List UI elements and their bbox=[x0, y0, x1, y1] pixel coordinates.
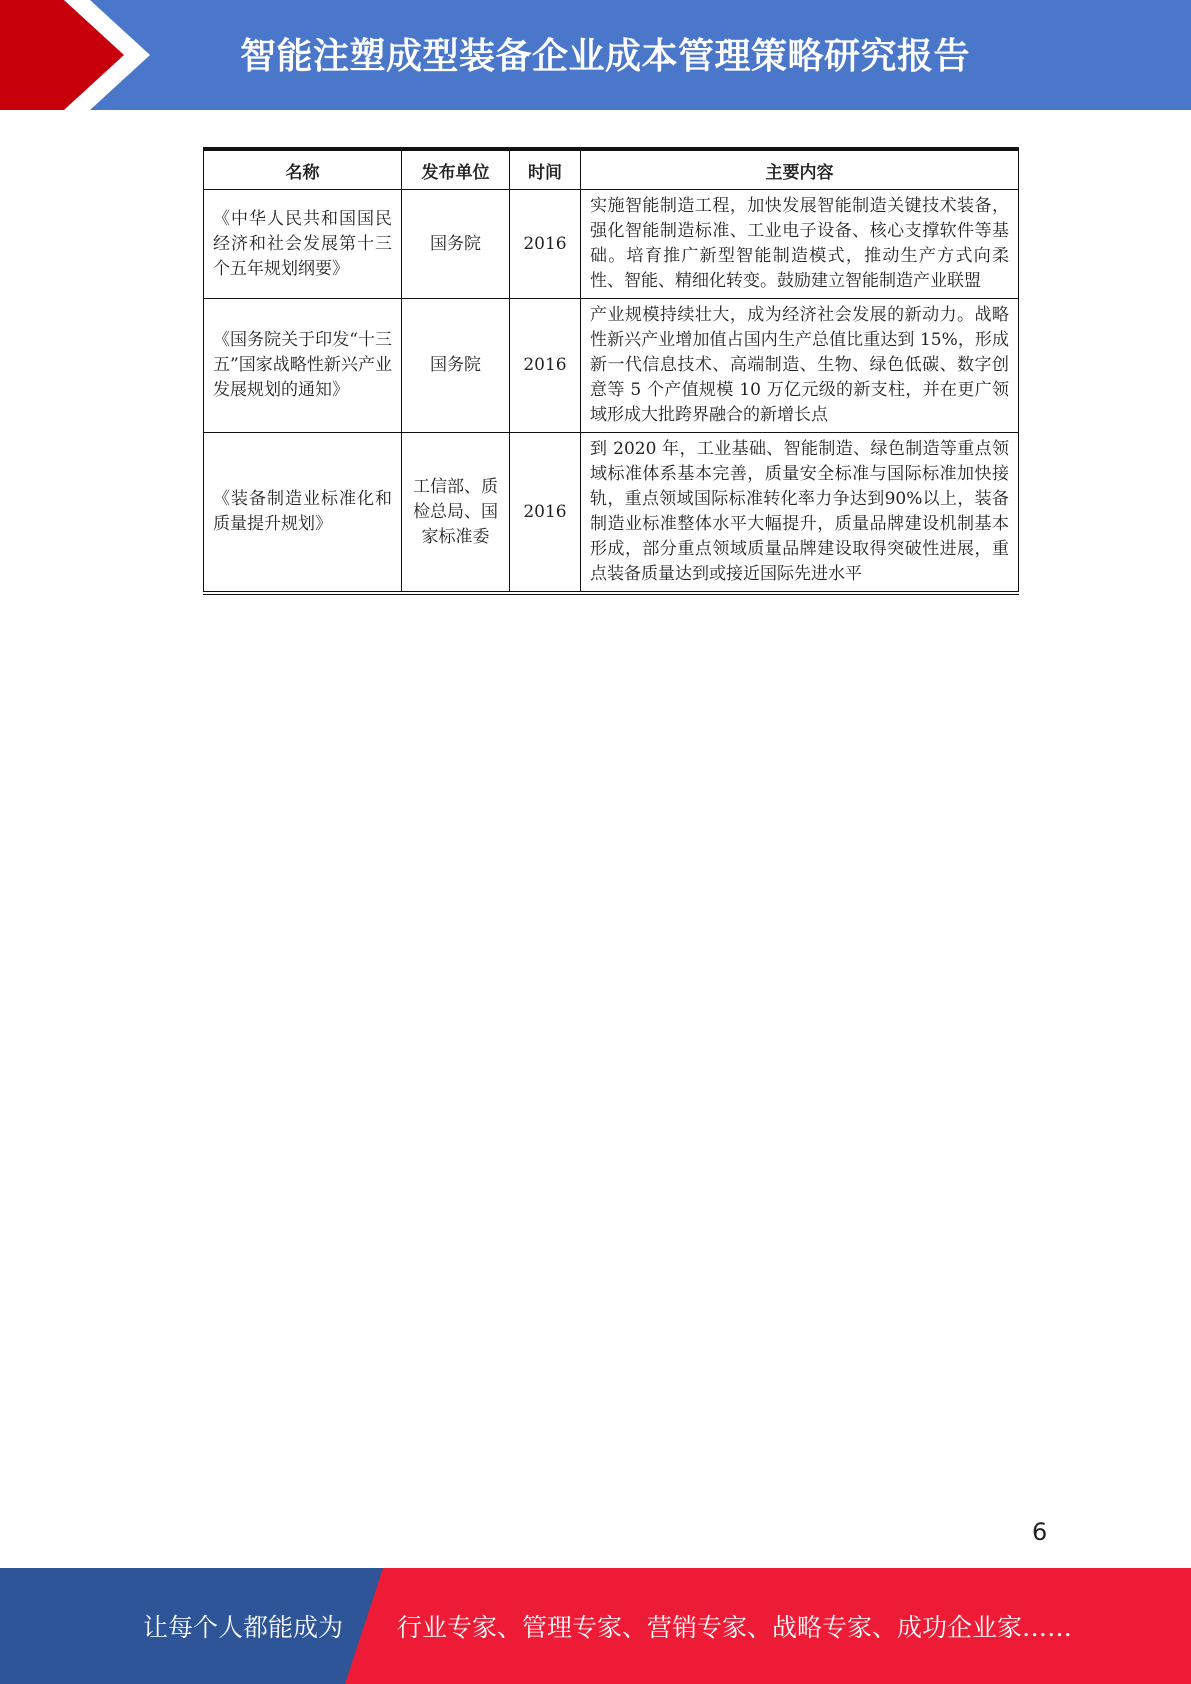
column-header-name: 名称 bbox=[204, 149, 402, 190]
policy-issuer: 国务院 bbox=[402, 190, 510, 299]
policy-issuer: 工信部、质检总局、国家标准委 bbox=[402, 433, 510, 594]
policy-year: 2016 bbox=[510, 433, 581, 594]
footer-slogan-right: 行业专家、管理专家、营销专家、战略专家、成功企业家…… bbox=[397, 1613, 1073, 1642]
column-header-content: 主要内容 bbox=[581, 149, 1019, 190]
policy-name: 《装备制造业标准化和质量提升规划》 bbox=[204, 433, 402, 594]
column-header-issuer: 发布单位 bbox=[402, 149, 510, 190]
table-row bbox=[204, 299, 1019, 433]
policy-name: 《中华人民共和国国民经济和社会发展第十三个五年规划纲要》 bbox=[204, 190, 402, 299]
page-header bbox=[0, 0, 1191, 110]
policy-table bbox=[203, 147, 1019, 595]
policy-year: 2016 bbox=[510, 190, 581, 299]
report-title: 智能注塑成型装备企业成本管理策略研究报告 bbox=[240, 36, 971, 77]
policy-content: 实施智能制造工程，加快发展智能制造关键技术装备，强化智能制造标准、工业电子设备、核心支撑软件等基础。培育推广新型智能制造模式，推动生产方式向柔性、智能、精细化转变。鼓励建立智能制造产业联盟 bbox=[581, 190, 1019, 299]
footer-slogan-left: 让每个人都能成为 bbox=[143, 1613, 344, 1642]
page-footer bbox=[0, 1568, 1191, 1684]
table-header-row bbox=[204, 149, 1019, 190]
table-row bbox=[204, 433, 1019, 594]
table-row bbox=[204, 190, 1019, 299]
page-number: 6 bbox=[1032, 1518, 1048, 1546]
policy-content: 产业规模持续壮大，成为经济社会发展的新动力。战略性新兴产业增加值占国内生产总值比重达到 15%，形成新一代信息技术、高端制造、生物、绿色低碳、数字创意等 5 个产值规模 10 万亿元级的新支柱，并在更广领域形成大批跨界融合的新增长点 bbox=[581, 299, 1019, 433]
column-header-year: 时间 bbox=[510, 149, 581, 190]
policy-name: 《国务院关于印发“十三五”国家战略性新兴产业发展规划的通知》 bbox=[204, 299, 402, 433]
policy-content: 到 2020 年，工业基础、智能制造、绿色制造等重点领域标准体系基本完善，质量安全标准与国际标准加快接轨，重点领域国际标准转化率力争达到90%以上，装备制造业标准整体水平大幅提升，质量品牌建设机制基本形成，部分重点领域质量品牌建设取得突破性进展，重点装备质量达到或接近国际先进水平 bbox=[581, 433, 1019, 594]
policy-year: 2016 bbox=[510, 299, 581, 433]
policy-issuer: 国务院 bbox=[402, 299, 510, 433]
policy-table-container bbox=[203, 147, 1018, 595]
